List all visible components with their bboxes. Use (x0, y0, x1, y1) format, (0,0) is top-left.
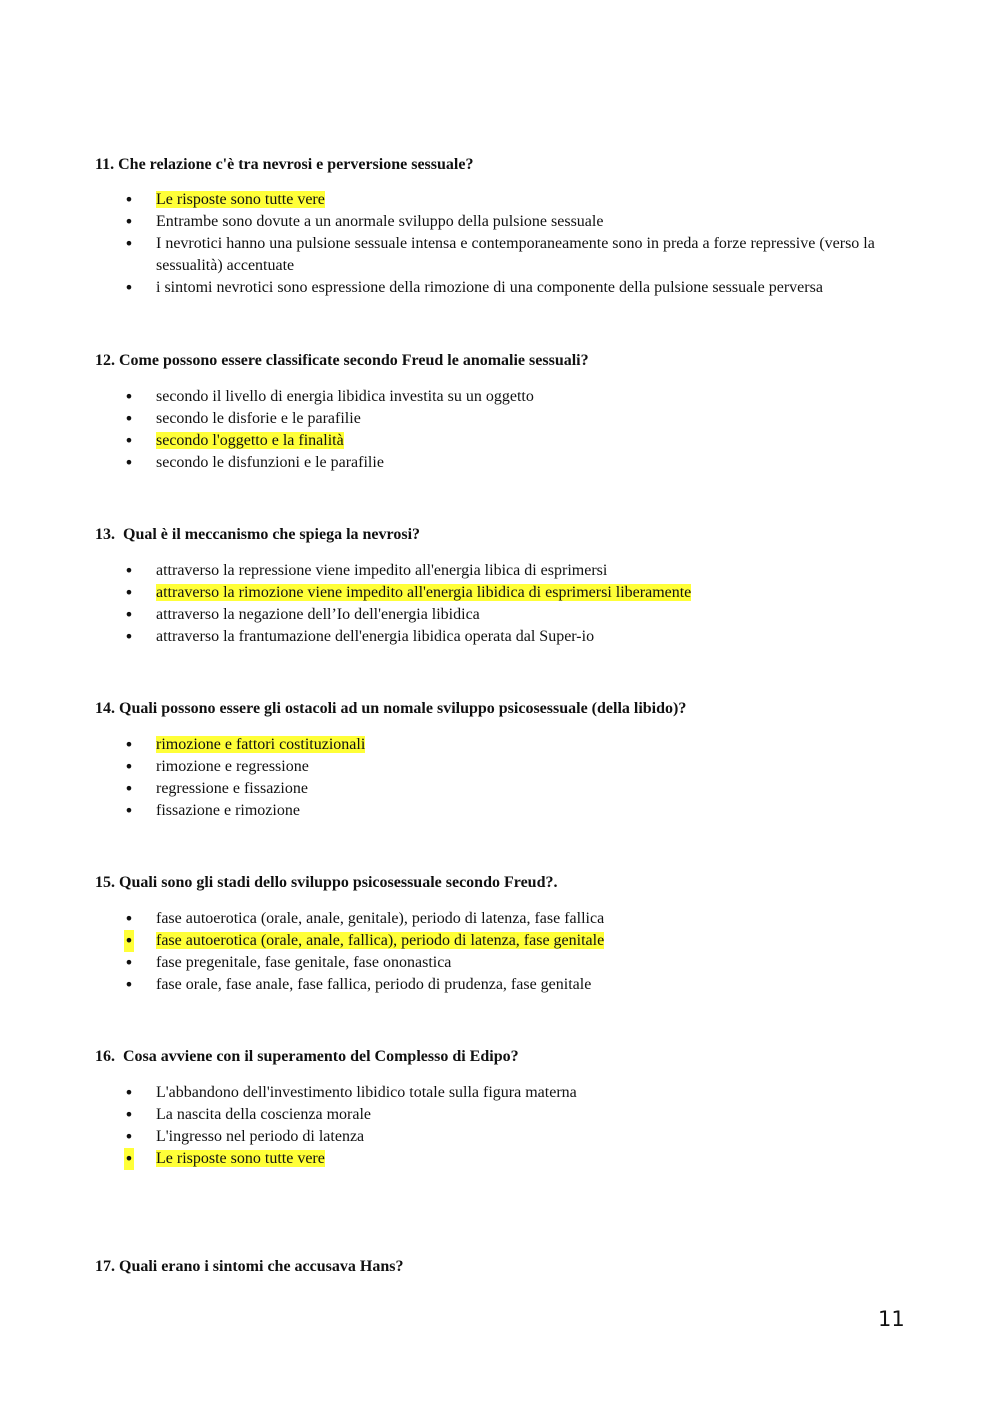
bullet-icon: • (124, 409, 134, 428)
answer-text: secondo l'oggetto e la finalità (156, 432, 344, 449)
answer-option (0, 560, 1000, 582)
question-title: 12. Come possono essere classificate secondo Freud le anomalie sessuali? (95, 352, 589, 369)
bullet-icon: • (124, 953, 134, 972)
answer-option (0, 974, 1000, 996)
answer-list (0, 908, 1000, 996)
answer-option (0, 952, 1000, 974)
answer-text: fissazione e rimozione (156, 802, 300, 819)
answer-option (0, 1148, 1000, 1170)
bullet-icon: • (124, 975, 134, 994)
answer-list (0, 1082, 1000, 1170)
bullet-icon: • (124, 801, 134, 820)
answer-text: rimozione e fattori costituzionali (156, 736, 366, 753)
bullet-icon: • (124, 453, 134, 472)
answer-option (0, 626, 1000, 648)
answer-option (0, 756, 1000, 778)
bullet-icon: • (124, 212, 134, 231)
bullet-icon: • (124, 1127, 134, 1146)
answer-option (0, 408, 1000, 430)
answer-option (0, 277, 1000, 299)
bullet-icon: • (124, 1149, 134, 1168)
bullet-icon: • (124, 605, 134, 624)
answer-text: attraverso la frantumazione dell'energia libidica operata dal Super-io (156, 628, 595, 645)
answer-option (0, 1104, 1000, 1126)
answer-text: secondo le disfunzioni e le parafilie (156, 454, 384, 471)
bullet-icon: • (124, 234, 134, 253)
answer-option (0, 1082, 1000, 1104)
bullet-icon: • (124, 190, 134, 209)
bullet-icon: • (124, 931, 134, 950)
answer-option (0, 1126, 1000, 1148)
answer-text: I nevrotici hanno una pulsione sessuale intensa e contemporaneamente sono in preda a forze repressive (verso la sessualità) accentuate (156, 235, 875, 274)
bullet-icon: • (124, 779, 134, 798)
bullet-icon: • (124, 583, 134, 602)
answer-text: attraverso la repressione viene impedito all'energia libica di esprimersi (156, 562, 608, 579)
bullet-icon: • (124, 1083, 134, 1102)
answer-text: L'ingresso nel periodo di latenza (156, 1128, 365, 1145)
answer-text: rimozione e regressione (156, 758, 309, 775)
answer-text: fase autoerotica (orale, anale, fallica), periodo di latenza, fase genitale (156, 932, 605, 949)
answer-list (0, 734, 1000, 822)
answer-text: attraverso la negazione dell’Io dell'energia libidica (156, 606, 480, 623)
answer-option (0, 189, 1000, 211)
answer-option (0, 233, 1000, 277)
page-number: 11 (878, 1307, 905, 1331)
question-title: 17. Quali erano i sintomi che accusava Hans? (95, 1258, 404, 1275)
answer-list (0, 560, 1000, 648)
bullet-icon: • (124, 735, 134, 754)
answer-text: secondo le disforie e le parafilie (156, 410, 361, 427)
answer-text: Entrambe sono dovute a un anormale sviluppo della pulsione sessuale (156, 213, 604, 230)
answer-text: fase pregenitale, fase genitale, fase ononastica (156, 954, 452, 971)
bullet-icon: • (124, 278, 134, 297)
answer-option (0, 211, 1000, 233)
answer-option (0, 430, 1000, 452)
question-title: 16. Cosa avviene con il superamento del Complesso di Edipo? (95, 1048, 519, 1065)
answer-text: secondo il livello di energia libidica investita su un oggetto (156, 388, 534, 405)
answer-text: attraverso la rimozione viene impedito all'energia libidica di esprimersi liberamente (156, 584, 692, 601)
answer-option (0, 930, 1000, 952)
answer-text: fase autoerotica (orale, anale, genitale), periodo di latenza, fase fallica (156, 910, 605, 927)
answer-text: La nascita della coscienza morale (156, 1106, 371, 1123)
bullet-icon: • (124, 561, 134, 580)
bullet-icon: • (124, 757, 134, 776)
bullet-icon: • (124, 627, 134, 646)
bullet-icon: • (124, 431, 134, 450)
answer-list (0, 386, 1000, 474)
question-title: 15. Quali sono gli stadi dello sviluppo psicosessuale secondo Freud?. (95, 874, 558, 891)
answer-option (0, 734, 1000, 756)
answer-option (0, 452, 1000, 474)
answer-text: fase orale, fase anale, fase fallica, periodo di prudenza, fase genitale (156, 976, 592, 993)
answer-option (0, 582, 1000, 604)
answer-option (0, 778, 1000, 800)
bullet-icon: • (124, 387, 134, 406)
answer-list (0, 189, 1000, 299)
answer-text: i sintomi nevrotici sono espressione della rimozione di una componente della pulsione sessuale perversa (156, 279, 823, 296)
answer-text: L'abbandono dell'investimento libidico totale sulla figura materna (156, 1084, 577, 1101)
answer-text: regressione e fissazione (156, 780, 308, 797)
question-title: 13. Qual è il meccanismo che spiega la nevrosi? (95, 526, 421, 543)
answer-option (0, 386, 1000, 408)
bullet-icon: • (124, 909, 134, 928)
answer-option (0, 800, 1000, 822)
answer-text: Le risposte sono tutte vere (156, 1150, 325, 1167)
bullet-icon: • (124, 1105, 134, 1124)
question-title: 14. Quali possono essere gli ostacoli ad un nomale sviluppo psicosessuale (della libido)? (95, 700, 687, 717)
answer-option (0, 908, 1000, 930)
question-title: 11. Che relazione c'è tra nevrosi e perversione sessuale? (95, 156, 474, 173)
answer-text: Le risposte sono tutte vere (156, 191, 325, 208)
answer-option (0, 604, 1000, 626)
